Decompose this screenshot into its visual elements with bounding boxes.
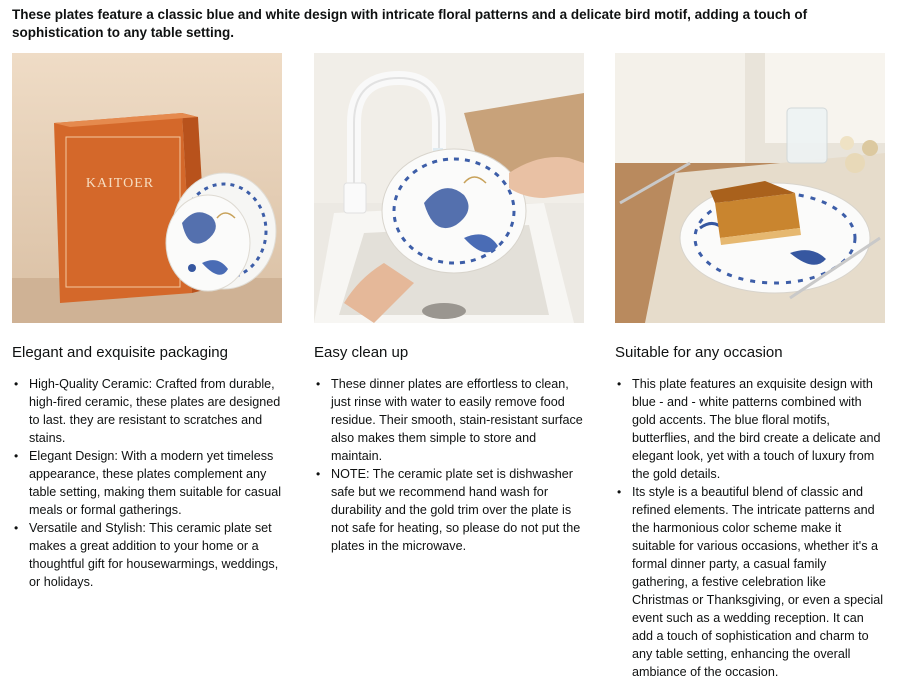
feature-bullet-list [314, 375, 584, 555]
packaging-image [12, 53, 282, 323]
cleaning-image [314, 53, 584, 323]
feature-bullet: • Its style is a beautiful blend of classic and refined elements. The intricate patterns and the harmonious color scheme make it suitable for various occasions, whether it's a formal dinner party, a casual family gathering, a festive celebration like Christmas or Thanksgiving, or even a special event such as a wedding reception. It can add a touch of sophistication and charm to any table setting, enhancing the overall ambiance of the occasion. [632, 483, 885, 681]
column-title: Elegant and exquisite packaging [12, 344, 228, 361]
feature-bullet: • This plate features an exquisite design with blue - and - white patterns combined with gold accents. The blue floral motifs, butterflies, and the bird create a delicate and elegant look, yet with a touch of luxury from the gold details. [632, 375, 885, 483]
feature-bullet: • NOTE: The ceramic plate set is dishwasher safe but we recommend hand wash for durability and the gold trim over the plate is not safe for heating, so please do not put the plates in the microwave. [331, 465, 584, 555]
column-title: Suitable for any occasion [615, 344, 783, 361]
feature-bullet-list [615, 375, 885, 681]
feature-bullet: • Versatile and Stylish: This ceramic plate set makes a great addition to your home or a thoughtful gift for housewarmings, weddings, or holidays. [29, 519, 282, 591]
feature-column-cleaning [314, 53, 584, 555]
box-brand-text: KAITOER [85, 176, 155, 191]
feature-column-packaging [12, 53, 282, 591]
column-title: Easy clean up [314, 344, 409, 361]
product-headline: These plates feature a classic blue and white design with intricate floral patterns and a delicate bird motif, adding a touch of sophistication to any table setting. [12, 7, 808, 40]
feature-bullet: • Elegant Design: With a modern yet timeless appearance, these plates complement any table setting, making them suitable for casual meals or formal gatherings. [29, 447, 282, 519]
occasion-image [615, 53, 885, 323]
feature-column-occasion [615, 53, 885, 681]
feature-bullet-list [12, 375, 282, 591]
feature-bullet: • These dinner plates are effortless to clean, just rinse with water to easily remove food residue. Their smooth, stain-resistant surface also makes them simple to store and maintain. [331, 375, 584, 465]
feature-bullet: • High-Quality Ceramic: Crafted from durable, high-fired ceramic, these plates are designed to last. they are resistant to scratches and stains. [29, 375, 282, 447]
